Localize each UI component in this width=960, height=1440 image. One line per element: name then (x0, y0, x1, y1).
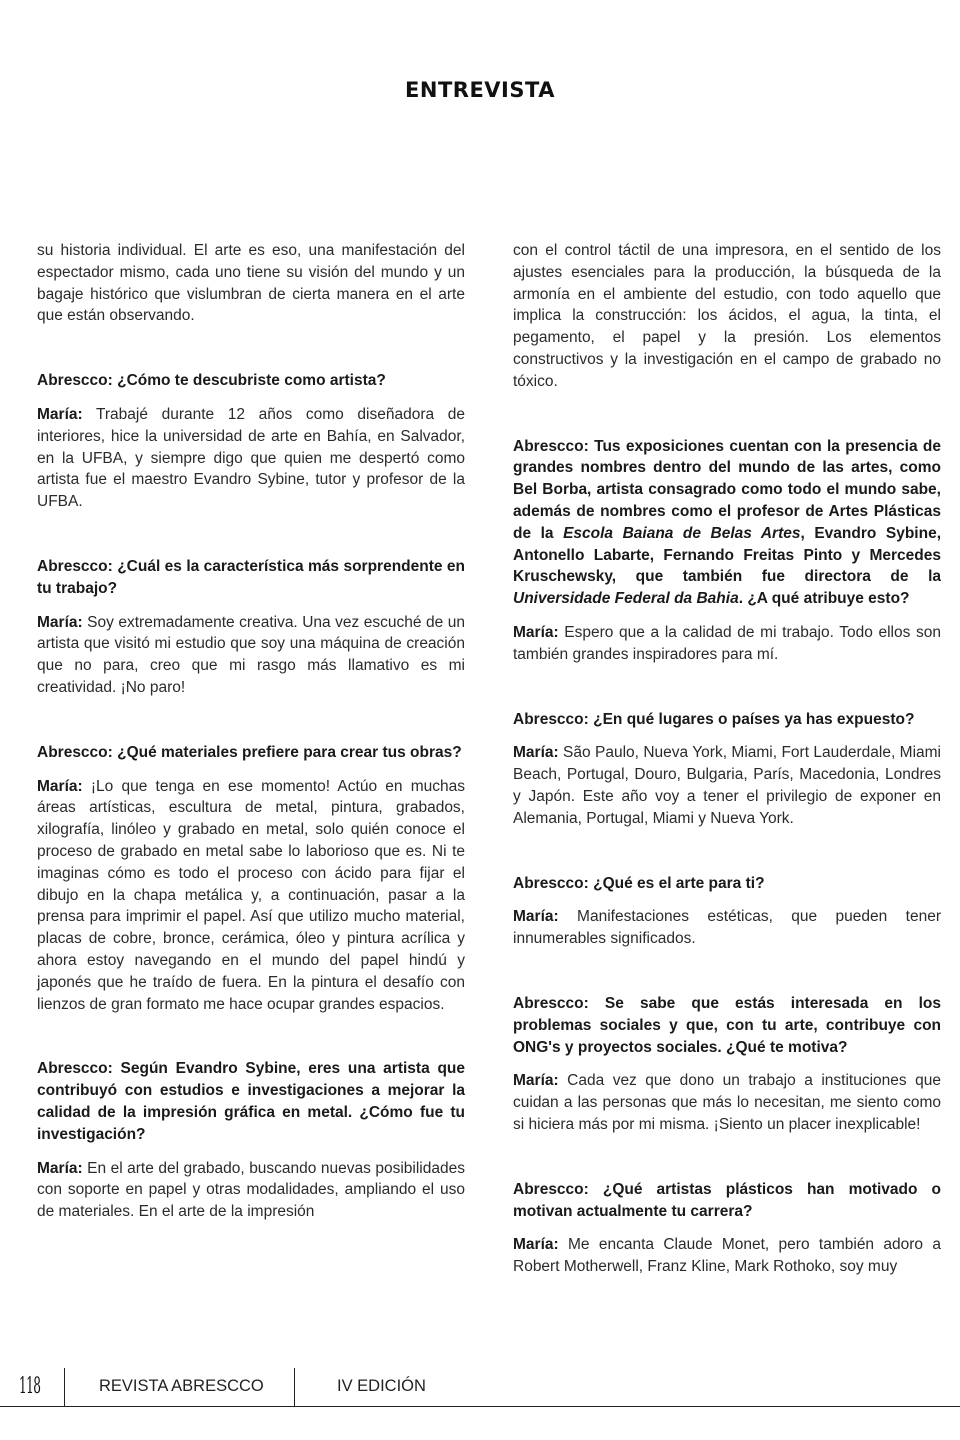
speaker-label: María: (37, 405, 83, 423)
magazine-name: REVISTA ABRESCCO (99, 1377, 264, 1395)
question: Abrescco: ¿Qué artistas plásticos han motivado o motivan actualmente tu carrera? (513, 1180, 941, 1220)
answer (513, 1070, 941, 1135)
question: Abrescco: ¿Cuál es la característica más sorprendente en tu trabajo? (37, 557, 465, 597)
answer (513, 1234, 941, 1278)
answer (37, 612, 465, 699)
right-column (513, 240, 941, 1278)
question: Abrescco: ¿Cómo te descubriste como artista? (37, 372, 386, 390)
footer-divider (294, 1368, 295, 1406)
speaker-label: María: (513, 623, 559, 641)
question: Abrescco: ¿Qué materiales prefiere para crear tus obras? (37, 743, 462, 761)
question-text: , Evandro Sybine, Antonello Labarte, Fernando Freitas Pinto y Mercedes Kruschewsky, que también fue directora de la (513, 524, 942, 586)
edition-label: IV EDICIÓN (337, 1377, 426, 1395)
speaker-label: María: (37, 613, 83, 631)
answer-text: Espero que a la calidad de mi trabajo. Todo ellos son también grandes inspiradores para mí. (513, 623, 941, 663)
question-text: Abrescco: Tus exposiciones cuentan con la presencia de grandes nombres dentro del mundo de las artes, como Bel Borba, artista consagrado como todo el mundo sabe, además de nombres como el profesor de Artes Plásticas de la (513, 437, 941, 542)
question: Abrescco: ¿En qué lugares o países ya has expuesto? (513, 710, 915, 728)
question: Abrescco: Según Evandro Sybine, eres una artista que contribuyó con estudios e investigaciones a mejorar la calidad de la impresión gráfica en metal. ¿Cómo fue tu investigación? (37, 1060, 465, 1143)
speaker-label: María: (513, 1236, 559, 1254)
institution-name: Escola Baiana de Belas Artes (563, 524, 801, 542)
continued-paragraph: con el control táctil de una impresora, en el sentido de los ajustes esenciales para la producción, la búsqueda de la armonía en el ambiente del estudio, con todo aquello que implica la construcción: los ácidos, el agua, la tinta, el pegamento, el papel y la presión. Los elementos constructivos y la investigación en el campo de grabado no tóxico. (513, 242, 941, 390)
question: Abrescco: Se sabe que estás interesada en los problemas sociales y que, con tu arte, contribuye con ONG's y proyectos sociales. ¿Qué te motiva? (513, 994, 941, 1056)
answer (513, 742, 941, 829)
answer-text: Me encanta Claude Monet, pero también adoro a Robert Motherwell, Franz Kline, Mark Rothoko, soy muy (513, 1236, 941, 1276)
continued-paragraph: su historia individual. El arte es eso, una manifestación del espectador mismo, cada uno tiene su visión del mundo y un bagaje histórico que vislumbran de cierta manera en el arte que están observando. (37, 242, 465, 325)
speaker-label: María: (513, 744, 559, 762)
speaker-label: María: (513, 1072, 559, 1090)
answer-text: En el arte del grabado, buscando nuevas posibilidades con soporte en papel y otras modalidades, ampliando el uso de materiales. En el arte de la impresión (37, 1159, 465, 1221)
answer-text: Manifestaciones estéticas, que pueden tener innumerables significados. (513, 908, 941, 948)
footer-rule (0, 1406, 960, 1407)
answer-text: ¡Lo que tenga en ese momento! Actúo en muchas áreas artísticas, escultura de metal, pintura, grabados, xilografía, linóleo y grabado en metal, solo quién conoce el proceso de grabado en metal sabe lo laborioso que es. Ni te imaginas cómo es todo el proceso con ácido para fijar el dibujo en la chapa metálica y, a continuación, pasar a la prensa para imprimir el papel. Así que utilizo mucho material, placas de cobre, bronce, cerámica, óleo y pintura acrílica y ahora estoy navegando en el mundo del papel hindú y japonés que he traído de fuera. En la pintura el desafío con lienzos de gran formato me hace ocupar grandes espacios. (37, 777, 465, 1013)
speaker-label: María: (513, 908, 559, 926)
answer (37, 776, 465, 1016)
footer-divider (64, 1368, 65, 1406)
left-column (37, 240, 465, 1223)
institution-name: Universidade Federal da Bahia (513, 590, 739, 608)
answer-text: Cada vez que dono un trabajo a instituciones que cuidan a las personas que más lo necesitan, me siento como si hiciera más por mi misma. ¡Siento un placer inexplicable! (513, 1072, 941, 1133)
question: Abrescco: ¿Qué es el arte para ti? (513, 874, 765, 892)
page-number: 118 (19, 1374, 41, 1399)
speaker-label: María: (37, 1159, 83, 1177)
answer-text: Trabajé durante 12 años como diseñadora de interiores, hice la universidad de arte en Bahía, en Salvador, en la UFBA, y siempre digo que quien me despertó como artista fue el maestro Evandro Sybine, tutor y profesor de la UFBA. (37, 405, 465, 511)
speaker-label: María: (37, 777, 83, 795)
question (513, 436, 941, 610)
answer-text: Soy extremadamente creativa. Una vez escuché de un artista que visitó mi estudio que soy una máquina de creación que no para, creo que mi rasgo más llamativo es mi creatividad. ¡No paro! (37, 613, 465, 696)
section-title: ENTREVISTA (405, 78, 555, 102)
answer (513, 906, 941, 950)
answer (513, 622, 941, 666)
answer (37, 404, 465, 513)
answer (37, 1158, 465, 1223)
answer-text: São Paulo, Nueva York, Miami, Fort Lauderdale, Miami Beach, Portugal, Douro, Bulgaria, París, Macedonia, Londres y Japón. Este año voy a tener el privilegio de exponer en Alemania, Portugal, Miami y Nueva York. (513, 744, 941, 827)
question-text: . ¿A qué atribuye esto? (738, 590, 910, 608)
